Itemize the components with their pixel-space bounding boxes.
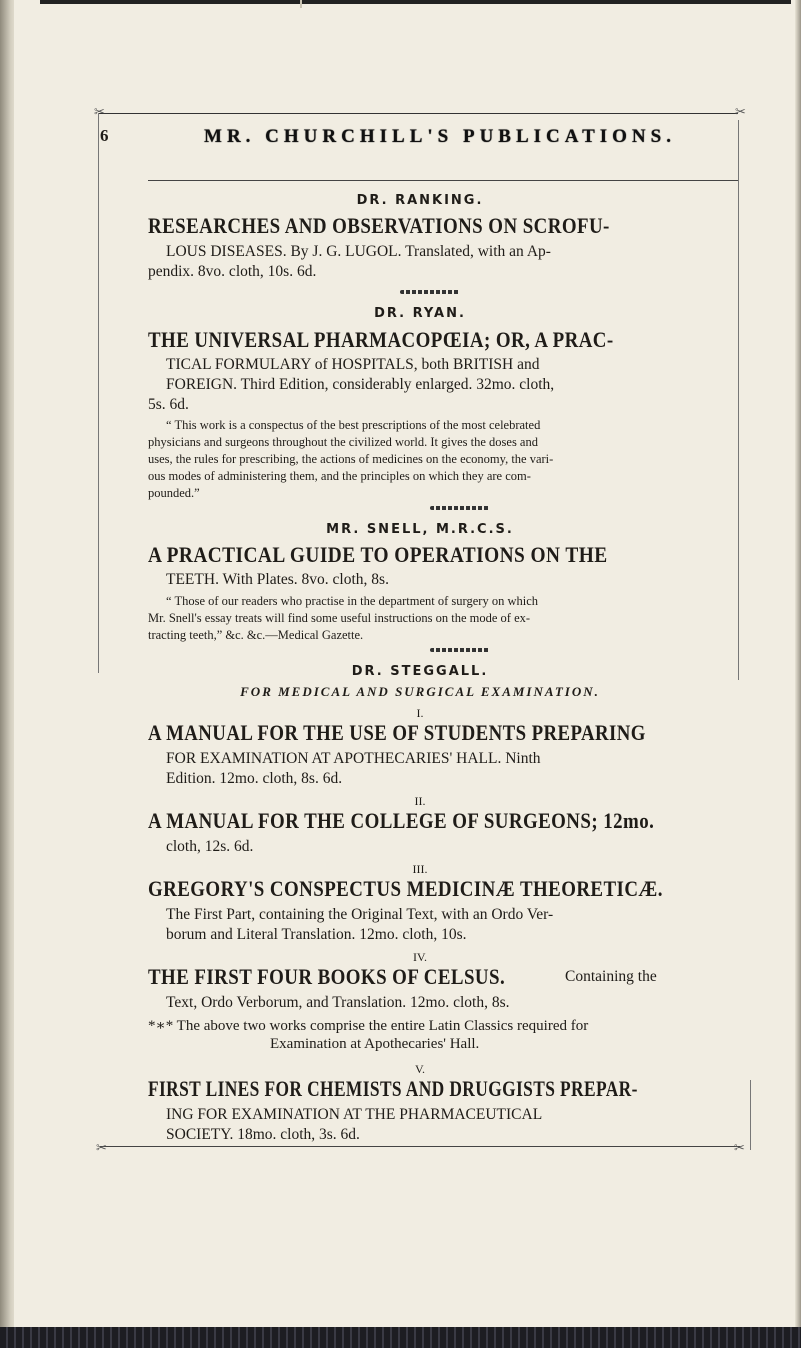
top-binding-rule xyxy=(40,0,791,4)
running-head xyxy=(100,126,740,150)
corner-ornament-icon: ✂ xyxy=(735,104,746,119)
review-quote-line: “ Those of our readers who practise in the department of surgery on which xyxy=(166,594,538,608)
bottom-frame-rule xyxy=(100,1146,740,1147)
entry-line: TICAL FORMULARY of HOSPITALS, both BRITISH and xyxy=(166,356,540,373)
entry-line: The First Part, containing the Original Text, with an Ordo Ver- xyxy=(166,906,554,923)
ornamental-divider xyxy=(400,290,460,294)
page-edge xyxy=(795,0,801,1348)
entry-line: pendix. 8vo. cloth, 10s. 6d. xyxy=(148,263,317,280)
entry-line: cloth, 12s. 6d. xyxy=(166,838,254,855)
ornamental-divider xyxy=(430,648,490,652)
entry-line: Edition. 12mo. cloth, 8s. 6d. xyxy=(166,770,343,787)
item-numeral: IV. xyxy=(412,950,428,964)
entry-line: FOREIGN. Third Edition, considerably enlarged. 32mo. cloth, xyxy=(166,376,555,393)
entry-title: A PRACTICAL GUIDE TO OPERATIONS ON THE xyxy=(148,542,608,567)
review-quote-line: “ This work is a conspectus of the best prescriptions of the most celebrated xyxy=(166,418,541,432)
frame-right-rule-lower xyxy=(750,1080,751,1150)
bottom-binding-band xyxy=(0,1327,801,1348)
corner-ornament-icon: ✂ xyxy=(94,104,105,119)
author-heading: DR. RANKING. xyxy=(356,193,484,208)
entry-title: A MANUAL FOR THE COLLEGE OF SURGEONS; 12mo. xyxy=(148,808,655,833)
note-line: Examination at Apothecaries' Hall. xyxy=(270,1036,480,1052)
entry-title: RESEARCHES AND OBSERVATIONS ON SCROFU- xyxy=(148,213,610,238)
item-numeral: V. xyxy=(414,1062,426,1076)
entry-title: THE FIRST FOUR BOOKS OF CELSUS. xyxy=(148,964,506,989)
scuff-mark xyxy=(300,0,302,8)
review-quote-line: uses, the rules for prescribing, the actions of medicines on the economy, the vari- xyxy=(148,452,554,466)
item-numeral: III. xyxy=(412,862,428,876)
entry-line: FOR EXAMINATION AT APOTHECARIES' HALL. Ninth xyxy=(166,750,541,767)
review-quote-line: ous modes of administering them, and the principles on which they are com- xyxy=(148,469,531,483)
entry-line: ING FOR EXAMINATION AT THE PHARMACEUTICAL xyxy=(166,1106,543,1123)
author-heading: DR. STEGGALL. xyxy=(351,664,489,679)
running-head-title: MR. CHURCHILL'S PUBLICATIONS. xyxy=(204,126,676,147)
item-numeral: II. xyxy=(414,794,426,808)
entry-line: 5s. 6d. xyxy=(148,396,189,413)
entry-title: THE UNIVERSAL PHARMACOPŒIA; OR, A PRAC- xyxy=(148,327,614,352)
section-heading: FOR MEDICAL AND SURGICAL EXAMINATION. xyxy=(240,684,600,699)
review-quote-line: tracting teeth,” &c. &c.—Medical Gazette. xyxy=(148,628,364,642)
corner-ornament-icon: ✂ xyxy=(96,1140,107,1155)
entry-title: A MANUAL FOR THE USE OF STUDENTS PREPARING xyxy=(148,720,646,745)
entry-line: TEETH. With Plates. 8vo. cloth, 8s. xyxy=(166,571,389,588)
author-heading: DR. RYAN. xyxy=(374,306,466,321)
corner-ornament-icon: ✂ xyxy=(734,1140,745,1155)
running-head-rule xyxy=(148,180,738,181)
entry-line: borum and Literal Translation. 12mo. cloth, 10s. xyxy=(166,926,467,943)
frame-left-rule xyxy=(98,113,99,673)
entry-line-suffix: Containing the xyxy=(565,968,657,985)
note-line: *∗* The above two works comprise the entire Latin Classics required for xyxy=(148,1018,589,1034)
review-quote-line: Mr. Snell's essay treats will find some useful instructions on the mode of ex- xyxy=(148,611,531,625)
page-number: 6 xyxy=(100,126,109,145)
entry-line: LOUS DISEASES. By J. G. LUGOL. Translated, with an Ap- xyxy=(166,243,551,260)
review-quote-line: physicians and surgeons throughout the civilized world. It gives the doses and xyxy=(148,435,538,449)
entry-title: GREGORY'S CONSPECTUS MEDICINÆ THEORETICÆ. xyxy=(148,876,663,901)
review-quote-line: pounded.” xyxy=(148,486,200,500)
entry-line: SOCIETY. 18mo. cloth, 3s. 6d. xyxy=(166,1126,360,1143)
frame-top-rule xyxy=(98,113,738,114)
entry-title: FIRST LINES FOR CHEMISTS AND DRUGGISTS PREPAR- xyxy=(148,1076,638,1101)
ornamental-divider xyxy=(430,506,490,510)
entry-line: Text, Ordo Verborum, and Translation. 12mo. cloth, 8s. xyxy=(166,994,510,1011)
item-numeral: I. xyxy=(416,706,424,720)
author-heading: MR. SNELL, M.R.C.S. xyxy=(326,522,514,537)
